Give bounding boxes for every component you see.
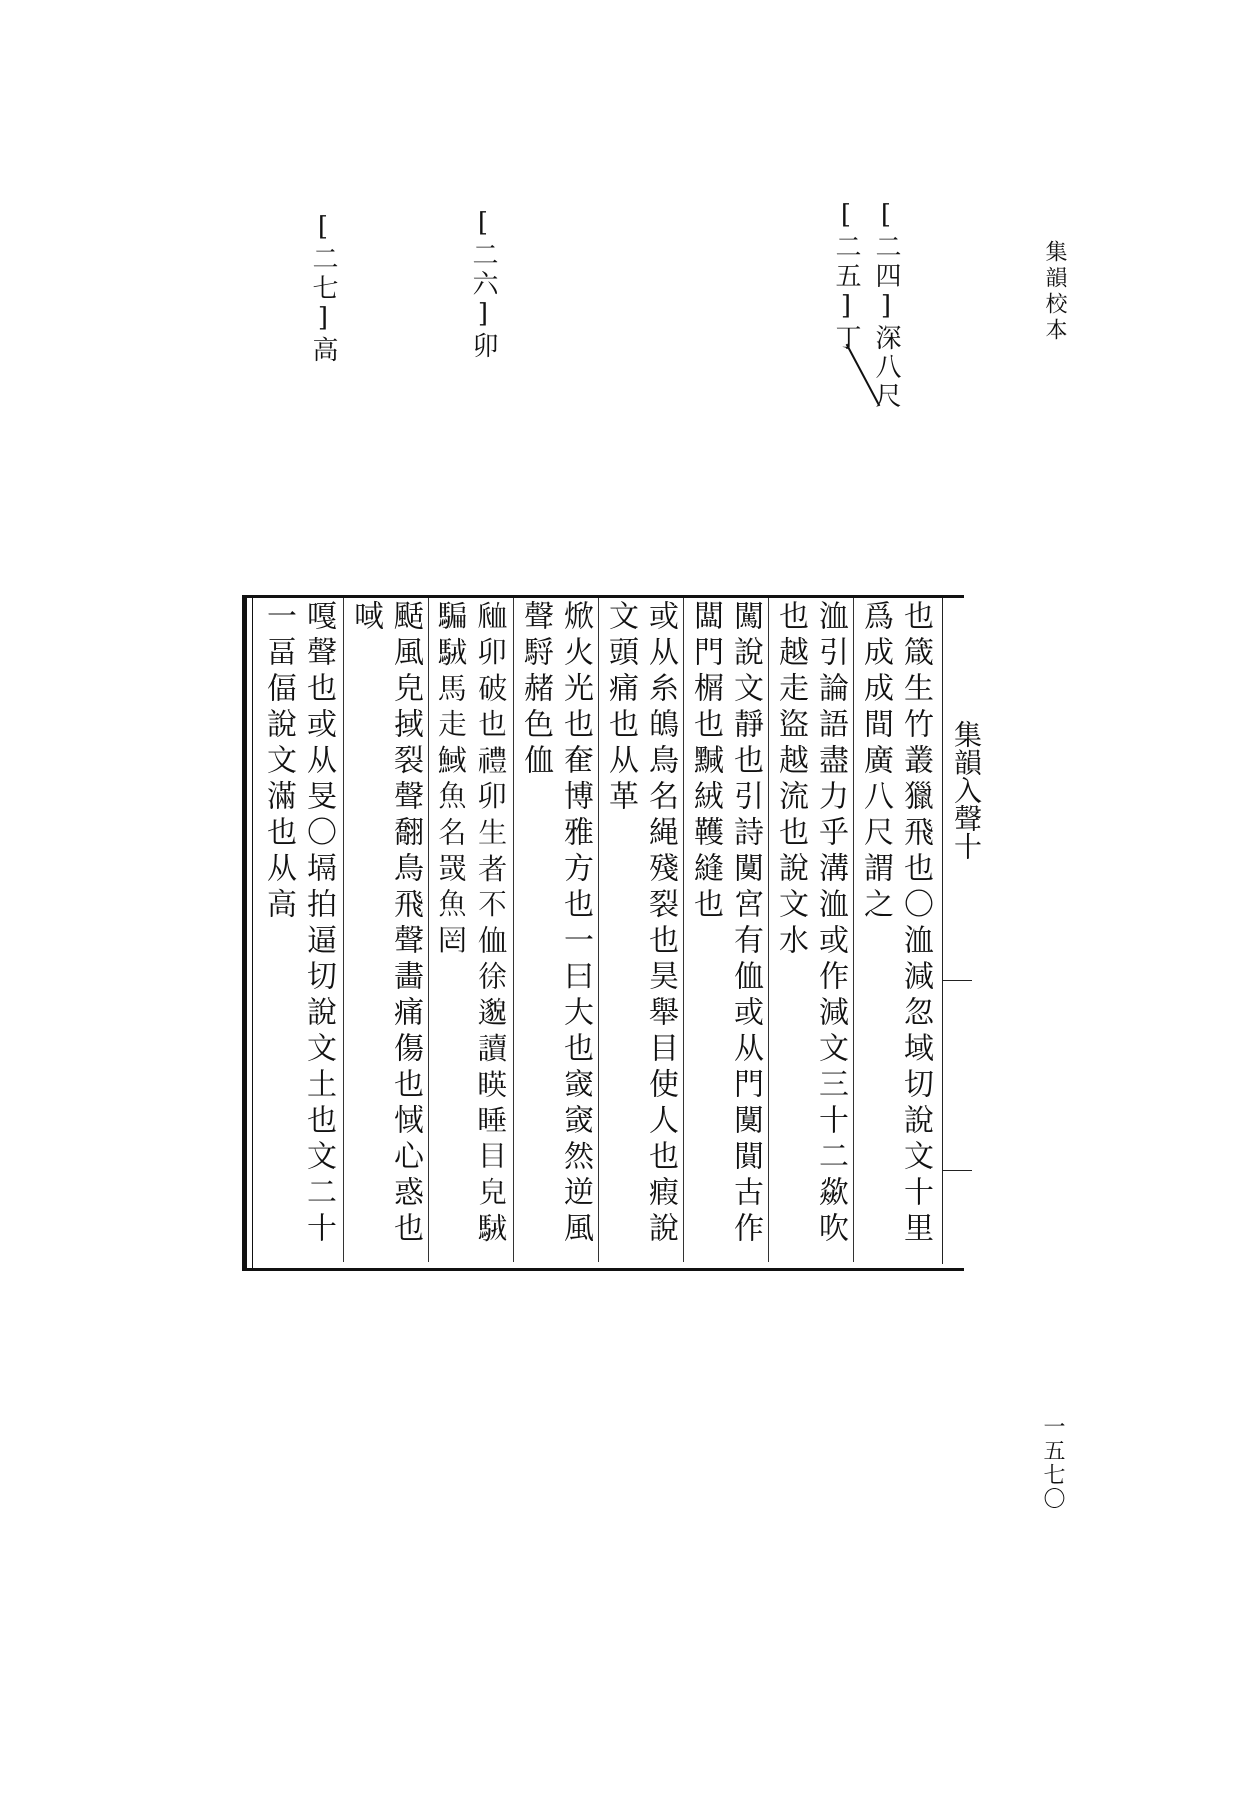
text-column-5 bbox=[515, 600, 601, 1260]
spine-rule bbox=[942, 1170, 972, 1171]
column-text: 颳風皃掝裂聲䎗鳥飛聲畵痛傷也惐心惑也㖪 bbox=[348, 600, 423, 1248]
page-number: 一五七〇 bbox=[1040, 1415, 1065, 1511]
book-title: 集韻校本 bbox=[1042, 240, 1067, 344]
column-text: 闖說文靜也引詩闃宮有侐或从門闃閴古作闆門榍也黬絨韄縫也 bbox=[688, 600, 763, 1248]
column-text: 或从糸䳆鳥名䋲殘裂也昊舉目使人也瘕說文頭痛也从革 bbox=[603, 600, 678, 1248]
text-column-1 bbox=[855, 600, 941, 1260]
text-column-7 bbox=[345, 600, 431, 1260]
note-27: [二七]高 bbox=[308, 212, 338, 365]
text-column-2 bbox=[770, 600, 856, 1260]
spine-margin bbox=[942, 598, 973, 1264]
text-column-3 bbox=[685, 600, 771, 1260]
spine-text: 集韻入聲十 bbox=[950, 720, 983, 860]
note-24: [二四]深八尺 bbox=[871, 200, 901, 411]
spine-rule bbox=[942, 980, 972, 981]
column-text: 也箴生竹叢獵飛也〇洫減忽域切說文十里爲成成間廣八尺謂之 bbox=[858, 600, 933, 1248]
column-text: 嘎聲也或从旻〇塥拍逼切說文土也文二十一畐偪說文滿也从高 bbox=[261, 600, 336, 1248]
column-text: 焮火光也奞博雅方也一曰大也窢窢然逆風聲䮑赭色侐 bbox=[518, 600, 593, 1248]
note-25: [二五]丁 bbox=[831, 200, 861, 353]
text-column-4 bbox=[600, 600, 686, 1260]
column-text: 洫引論語盡力乎溝洫或作減文三十二歘吹也越走盜越流也說文水 bbox=[773, 600, 848, 1248]
note-26: [二六]卯 bbox=[468, 208, 498, 361]
left-border-inner bbox=[252, 595, 253, 1271]
left-border bbox=[242, 595, 247, 1271]
text-column-6 bbox=[430, 600, 516, 1260]
text-column-8 bbox=[258, 600, 344, 1260]
column-text: 𧖴卯破也禮卯生者不侐徐邈讀䁐睡目皃駥騙駥馬走䱛魚名罭魚罔 bbox=[433, 600, 508, 1248]
